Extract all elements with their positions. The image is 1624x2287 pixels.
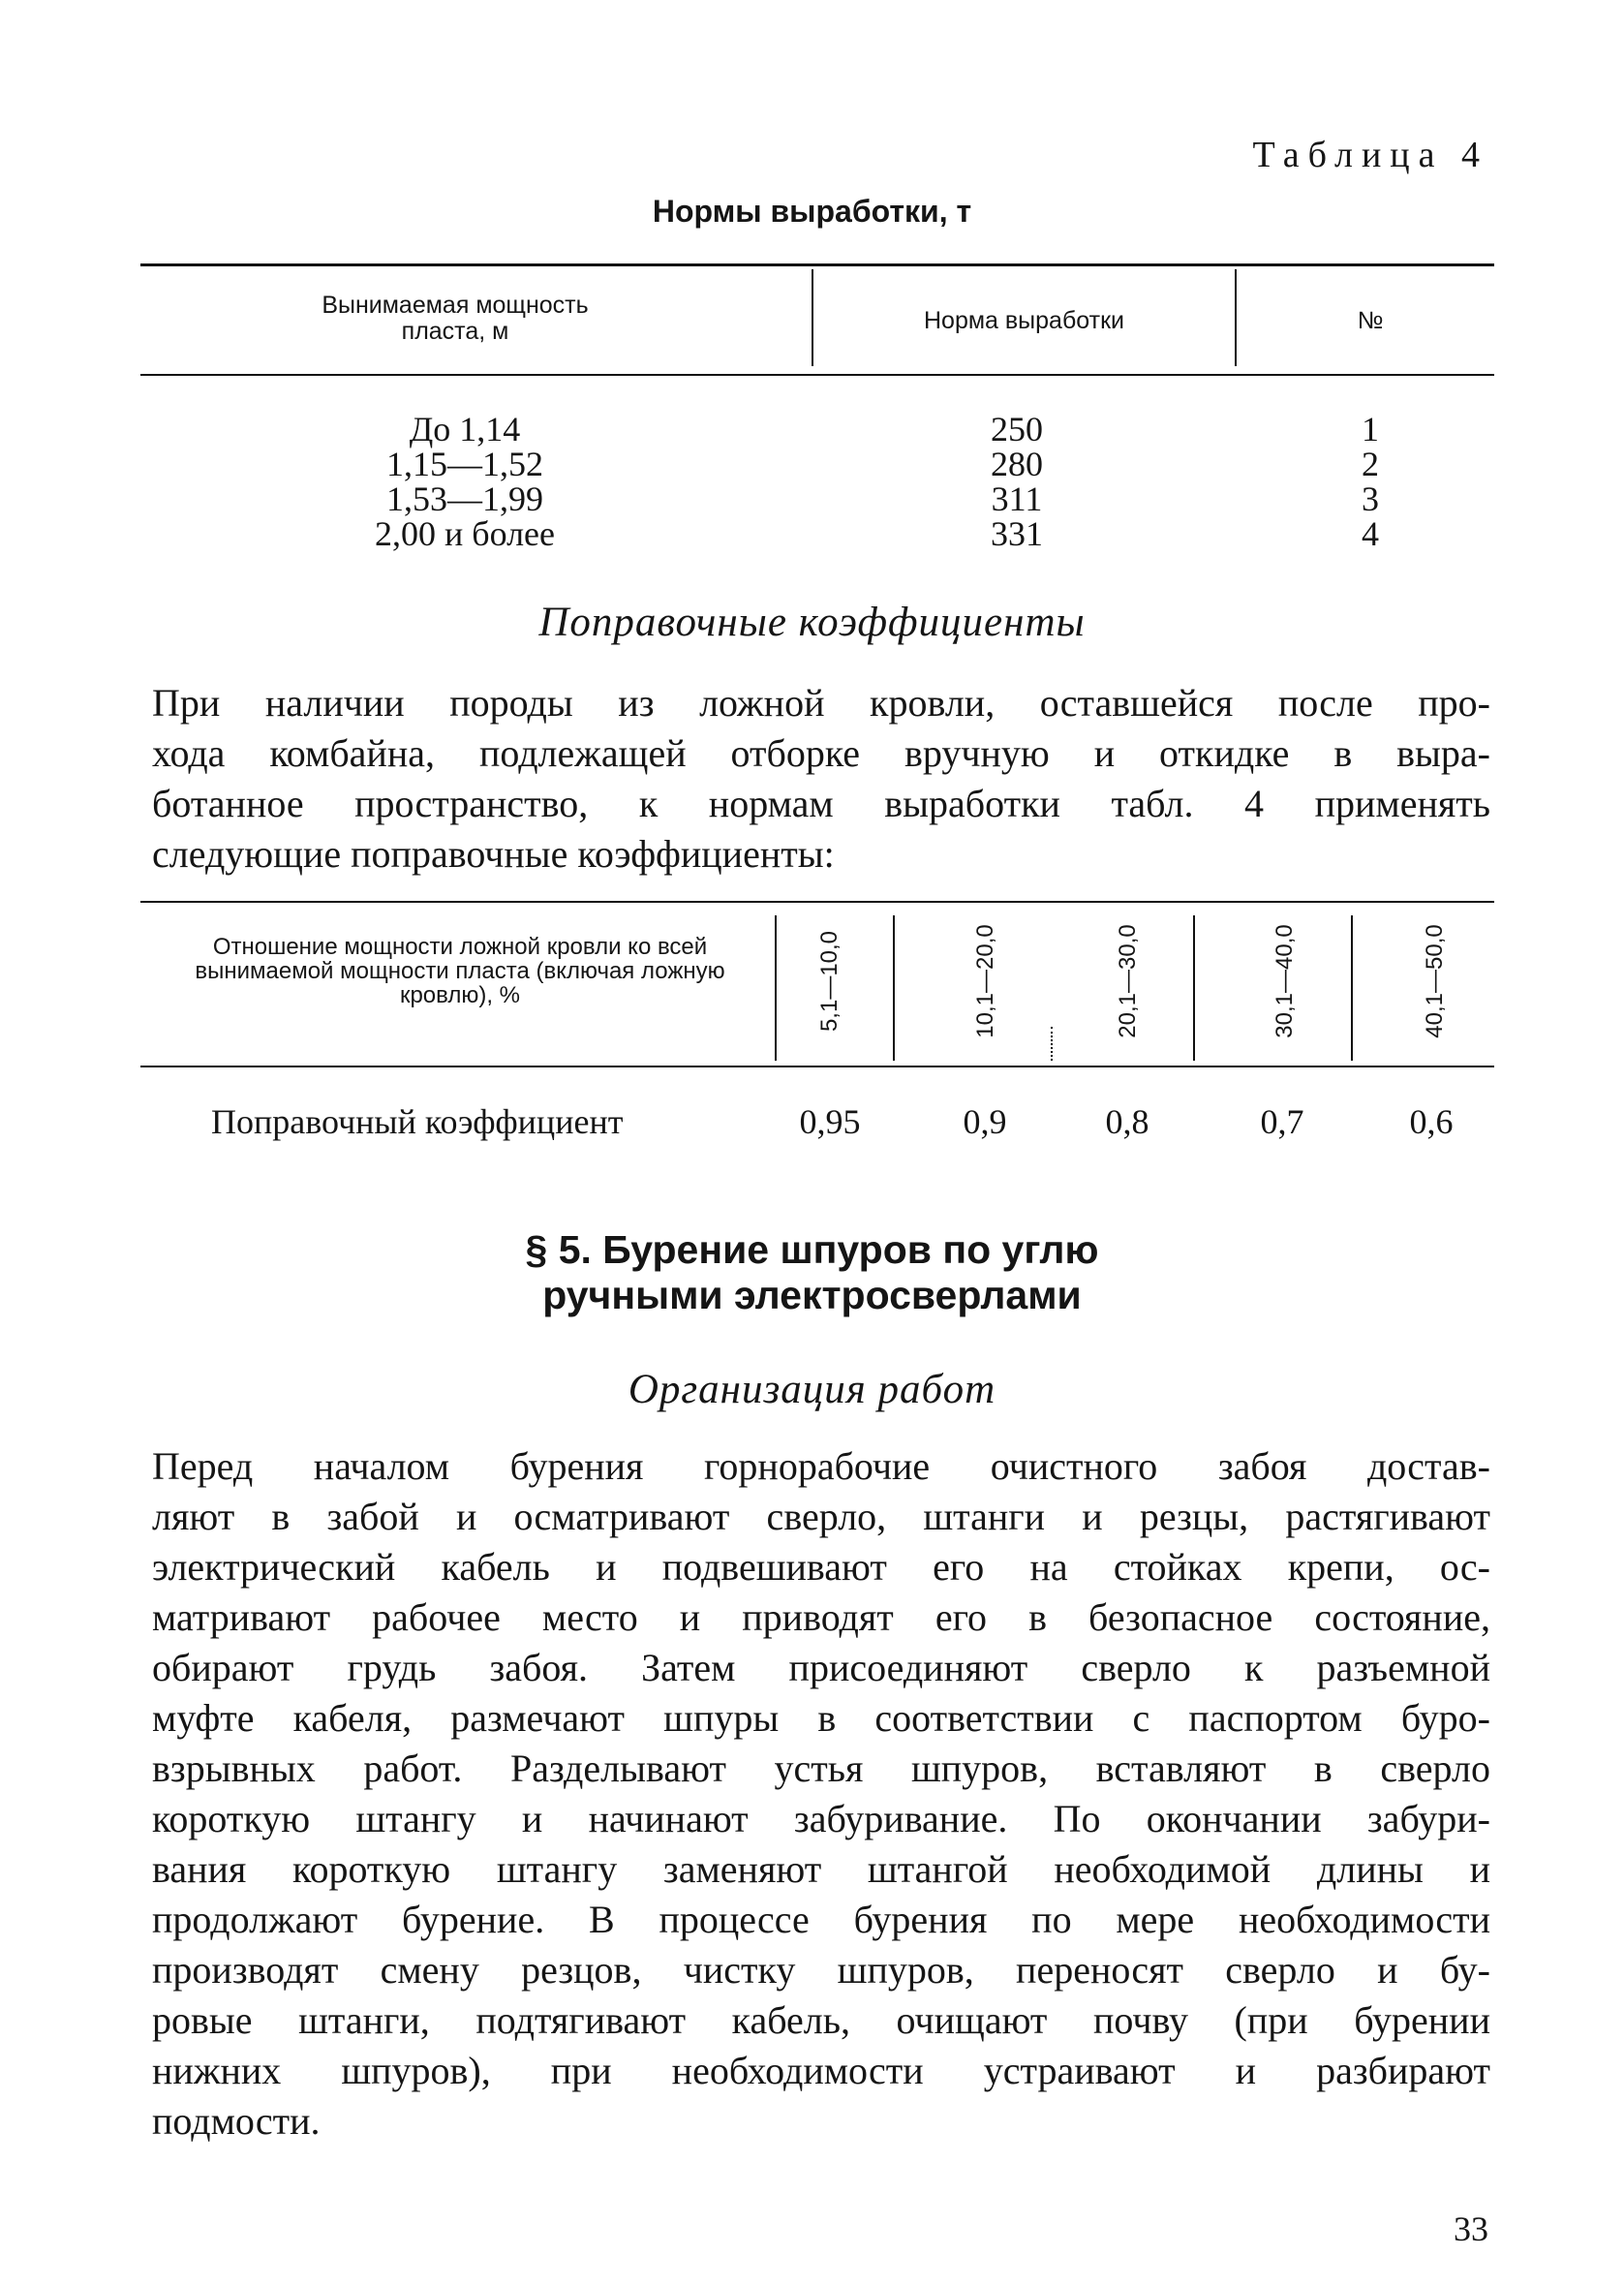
coefficient-value: 0,8	[1105, 1102, 1149, 1141]
range-header	[1109, 920, 1148, 1041]
cell-number: 1	[1362, 410, 1379, 448]
table-header-rule	[140, 1066, 1494, 1067]
cell-number: 2	[1362, 445, 1379, 483]
paragraph-coefficients	[152, 678, 1490, 880]
coefficient-value: 0,9	[963, 1102, 1007, 1141]
table-number: Таблица 4	[1252, 135, 1488, 175]
text-line: ровые штанги, подтягивают кабель, очищают почву (при бурении	[152, 1998, 1490, 2042]
text-line: матривают рабочее место и приводят его в безопасное состояние,	[152, 1595, 1490, 1639]
range-label: 20,1—30,0	[1115, 923, 1141, 1038]
coefficient-value: 0,95	[799, 1102, 861, 1141]
cell-norm: 331	[991, 514, 1043, 553]
section-heading-line2: ручными электросверлами	[542, 1273, 1082, 1317]
cell-number: 4	[1362, 514, 1379, 553]
range-header	[966, 920, 1005, 1041]
section-title-organization: Организация работ	[628, 1367, 996, 1412]
text-line: подмости.	[152, 2099, 321, 2143]
cell-norm: 250	[991, 410, 1043, 448]
table-divider	[1235, 269, 1237, 366]
text-line: хода комбайна, подлежащей отборке вручную и откидке в выра-	[152, 731, 1490, 775]
range-label: 30,1—40,0	[1272, 923, 1298, 1038]
cell-thickness: 1,15—1,52	[386, 445, 543, 483]
coefficient-value: 0,6	[1409, 1102, 1454, 1141]
table-divider	[1193, 915, 1195, 1061]
text-line: короткую штангу и начинают забуривание. По окончании забури-	[152, 1797, 1490, 1840]
page-number: 33	[1454, 2210, 1488, 2248]
header-number: №	[1357, 307, 1384, 334]
text-line: нижних шпуров), при необходимости устраивают и разбирают	[152, 2049, 1490, 2092]
cell-number: 3	[1362, 479, 1379, 518]
table-divider	[775, 915, 777, 1061]
text-line: муфте кабеля, размечают шпуры в соответствии с паспортом буро-	[152, 1696, 1490, 1740]
cell-norm: 280	[991, 445, 1043, 483]
header-ratio: Отношение мощности ложной кровли ко всей вынимаемой мощности пласта (включая ложную кровлю), %	[195, 934, 725, 1008]
header-norm: Норма выработки	[924, 307, 1124, 334]
coefficient-value: 0,7	[1260, 1102, 1304, 1141]
section-title-coefficients: Поправочные коэффициенты	[538, 600, 1086, 645]
section-heading-line1: § 5. Бурение шпуров по углю	[525, 1227, 1099, 1272]
table-divider	[1051, 1027, 1053, 1061]
range-header	[811, 920, 849, 1041]
cell-thickness: 1,53—1,99	[386, 479, 543, 518]
text-line: производят смену резцов, чистку шпуров, переносят сверло и бу-	[152, 1948, 1490, 1992]
range-header	[1416, 920, 1455, 1041]
cell-thickness: До 1,14	[409, 410, 521, 448]
header-thickness: Вынимаемая мощность пласта, м	[322, 292, 589, 345]
table-top-rule	[140, 901, 1494, 903]
table-header-rule	[140, 374, 1494, 376]
text-line: ботанное пространство, к нормам выработки табл. 4 применять	[152, 782, 1490, 825]
range-label: 5,1—10,0	[816, 930, 843, 1032]
table-title: Нормы выработки, т	[652, 194, 972, 229]
paragraph-organization	[152, 1441, 1490, 2147]
text-line: обирают грудь забоя. Затем присоединяют сверло к разъемной	[152, 1646, 1490, 1689]
range-header	[1266, 920, 1304, 1041]
range-label: 10,1—20,0	[972, 923, 998, 1038]
text-line: продолжают бурение. В процессе бурения по мере необходимости	[152, 1898, 1490, 1941]
text-line: Перед началом бурения горнорабочие очистного забоя достав-	[152, 1444, 1490, 1488]
cell-norm: 311	[991, 479, 1043, 518]
range-label: 40,1—50,0	[1422, 923, 1448, 1038]
text-line: ляют в забой и осматривают сверло, штанги и резцы, растягивают	[152, 1495, 1490, 1538]
row-label-coefficient: Поправочный коэффициент	[211, 1102, 624, 1141]
text-line: электрический кабель и подвешивают его на стойках крепи, ос-	[152, 1545, 1490, 1589]
cell-thickness: 2,00 и более	[374, 514, 556, 553]
table-divider	[1351, 915, 1353, 1061]
text-line: вания короткую штангу заменяют штангой необходимой длины и	[152, 1847, 1490, 1891]
table-divider	[893, 915, 895, 1061]
text-line: При наличии породы из ложной кровли, оставшейся после про-	[152, 681, 1490, 725]
table-top-rule	[140, 263, 1494, 266]
text-line: взрывных работ. Разделывают устья шпуров, вставляют в сверло	[152, 1746, 1490, 1790]
text-line: следующие поправочные коэффициенты:	[152, 832, 835, 876]
table-divider	[812, 269, 813, 366]
